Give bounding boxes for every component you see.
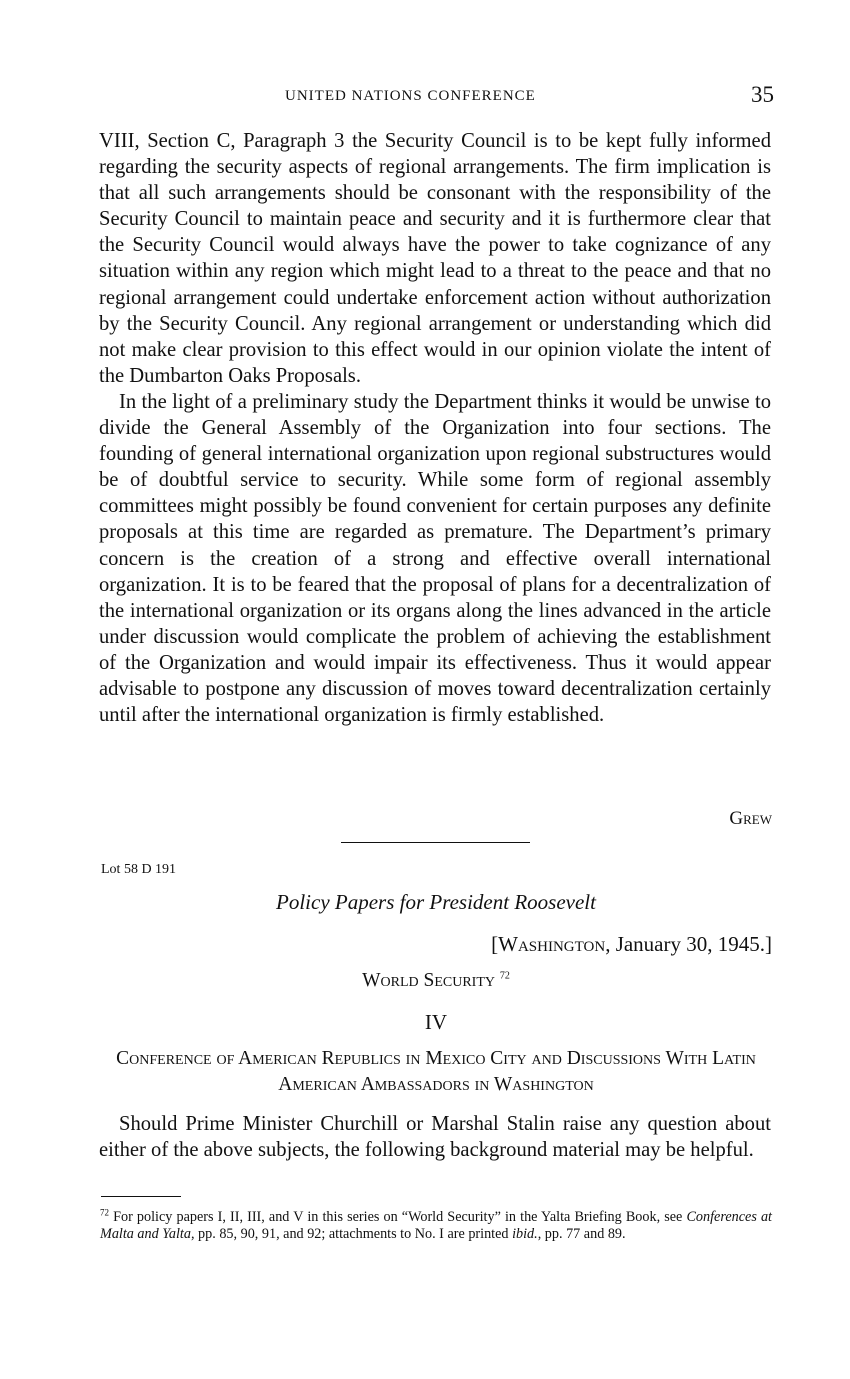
- dateline-place: Washington: [498, 932, 606, 956]
- section-divider: [341, 842, 530, 843]
- series-title-text: World Security: [362, 970, 496, 991]
- dateline-close-bracket: ]: [765, 932, 772, 956]
- signature: Grew: [729, 808, 772, 829]
- body-text: [99, 128, 771, 728]
- footnote-reference: 72: [499, 970, 510, 982]
- series-title: [100, 970, 772, 992]
- footnote-ibid: ibid.: [512, 1226, 538, 1242]
- footnote-rule: [101, 1196, 181, 1197]
- footnote-cited-title: Conferences at Malta and Yalta: [100, 1209, 772, 1242]
- footnote-text-2: , pp. 85, 90, 91, and 92; attachments to No. I are printed: [190, 1226, 513, 1242]
- paragraph-1: VIII, Section C, Paragraph 3 the Security Council is to be kept fully informed regarding the security aspects of regional arrangements. The firm implication is that all such arrangements should be consonant with the responsibility of the Security Council to maintain peace and security and it is furthermore clear that the Security Council would always have the power to take cognizance of any situation within any region which might lead to a threat to the peace and that no regional arrangement could undertake enforcement action without authorization by the Security Council. Any regional arrangement or understanding which did not make clear provision to this effect would in our opinion violate the intent of the Dumbarton Oaks Proposals.: [99, 130, 771, 387]
- dateline-open-bracket: [: [491, 932, 499, 956]
- footnote-text-3: , pp. 77 and 89.: [537, 1226, 626, 1242]
- dateline-date: , January 30, 1945.: [605, 932, 765, 956]
- section-heading: Conference of American Republics in Mexico City and Discussions With Latin American Ambassadors in Washington: [116, 1048, 756, 1095]
- section-numeral: IV: [424, 1010, 448, 1034]
- footnote-text-1: For policy papers I, II, III, and V in this series on “World Security” in the Yalta Briefing Book, see: [109, 1209, 687, 1225]
- lot-reference: Lot 58 D 191: [101, 862, 177, 877]
- running-head: UNITED NATIONS CONFERENCE: [285, 88, 536, 104]
- paragraph-2: In the light of a preliminary study the Department thinks it would be unwise to divide the General Assembly of the Organization into four sections. The founding of general international organization upon regional substructures would be of doubtful service to security. While some form of regional assembly committees might possibly be found convenient for certain purposes any definite proposals at this time are regarded as premature. The Department’s primary concern is the creation of a strong and effective overall international organization. It is to be feared that the proposal of plans for a decentralization of the international organization or its organs along the lines advanced in the article under discussion would complicate the problem of achieving the establishment of the Organization and would impair its effectiveness. Thus it would appear advisable to postpone any discussion of moves toward decentralization certainly until after the international organization is firmly established.: [99, 390, 771, 727]
- section-paragraph: Should Prime Minister Churchill or Marshal Stalin raise any question about either of the above subjects, the following background material may be helpful.: [99, 1113, 771, 1162]
- page-number: 35: [751, 82, 774, 107]
- document-title: Policy Papers for President Roosevelt: [276, 890, 596, 914]
- footnote: [100, 1209, 772, 1243]
- footnote-mark: 72: [100, 1207, 109, 1218]
- dateline: [420, 932, 772, 957]
